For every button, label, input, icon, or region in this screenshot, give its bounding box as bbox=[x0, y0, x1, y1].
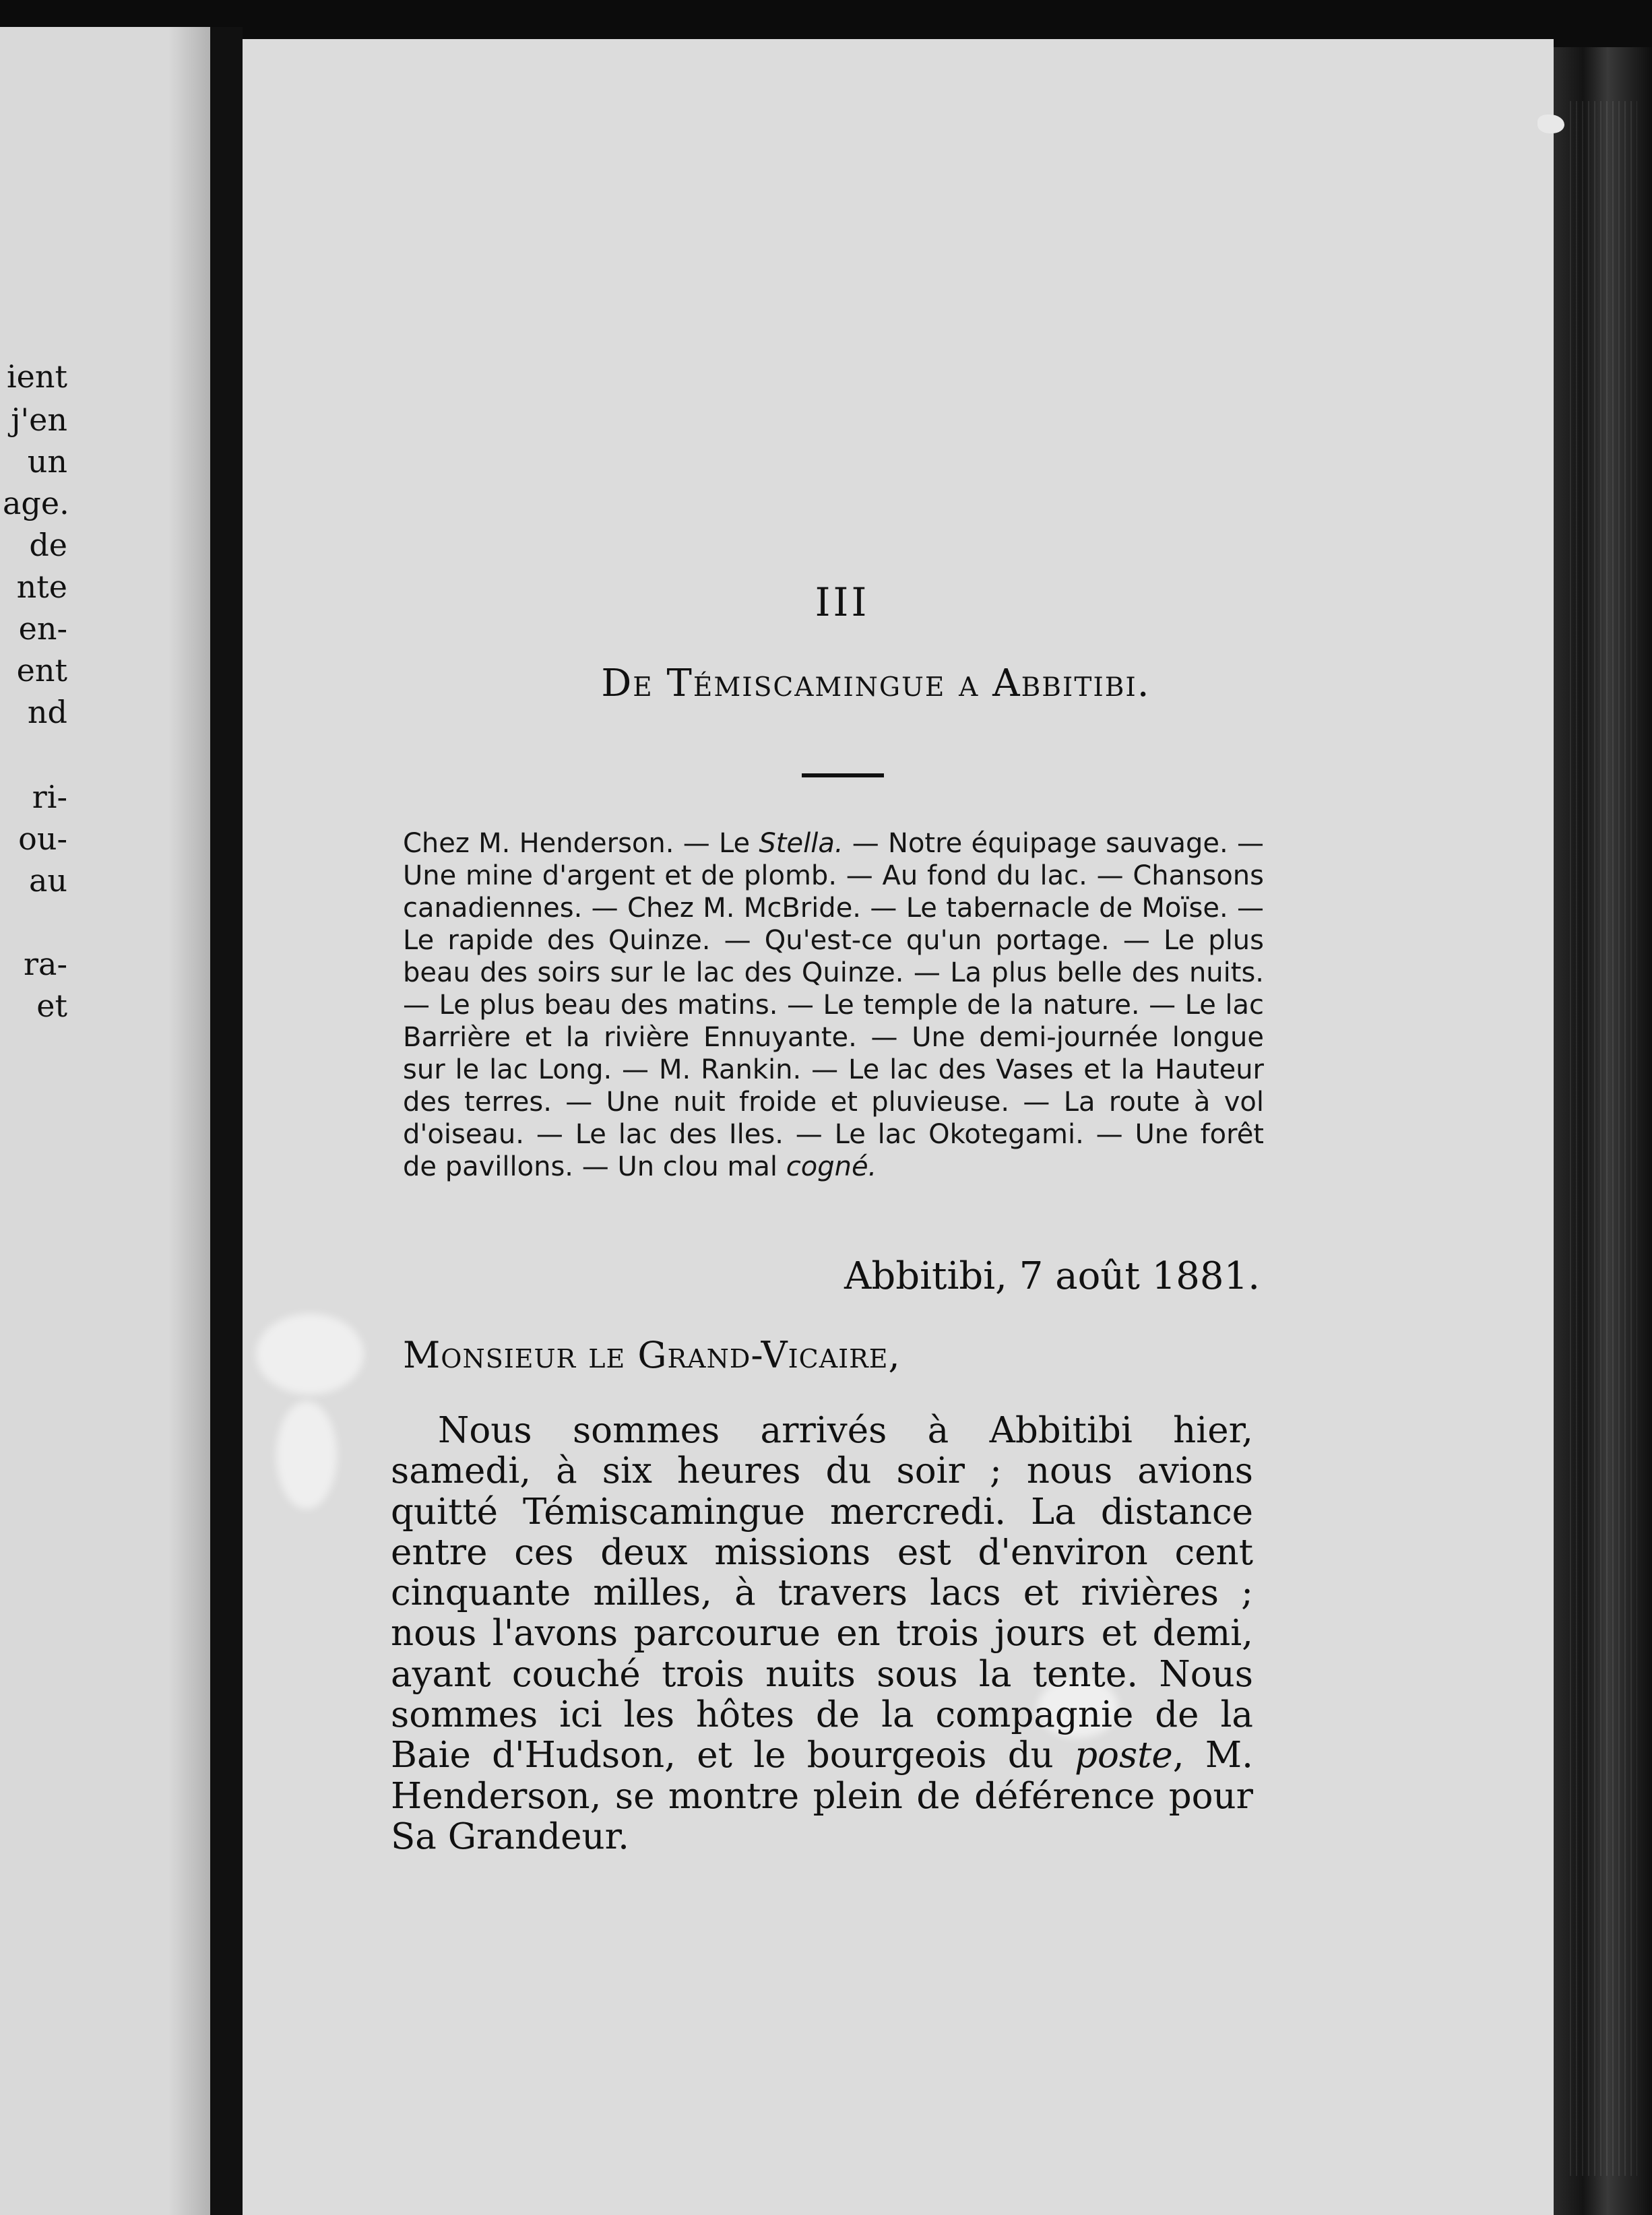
chapter-summary bbox=[403, 827, 1264, 1183]
chapter-number: III bbox=[815, 579, 870, 625]
left-fragment: ient bbox=[6, 358, 67, 395]
page-stack-lines bbox=[1570, 101, 1637, 2176]
previous-page-shadow bbox=[168, 27, 210, 2215]
left-fragment: j'en bbox=[11, 402, 67, 438]
left-fragment: en- bbox=[18, 610, 67, 647]
left-fragment: et bbox=[36, 988, 67, 1024]
chapter-title: De Témiscamingue a Abbitibi. bbox=[601, 662, 1151, 705]
left-fragment: ent bbox=[16, 652, 67, 688]
paper-stain bbox=[256, 1314, 364, 1394]
left-fragment: un bbox=[27, 443, 67, 480]
body-text: Nous sommes arrivés à Abbitibi hier, samedi, à six heures du soir ; nous avions quitté Témiscamingue mercredi. La distance entre ces deux missions est d'environ cent cinquante milles, à travers lacs et rivières ; nous l'avons parcourue en trois jours et demi, ayant couché trois nuits sous la tente. Nous sommes ici les hôtes de la compagnie de la Baie d'Hudson, et le bourgeois du bbox=[391, 1410, 1253, 1776]
summary-final-word: cogné. bbox=[786, 1151, 877, 1182]
title-rule bbox=[802, 773, 884, 777]
letter-dateline: Abbitibi, 7 août 1881. bbox=[844, 1254, 1260, 1298]
left-fragment: age. bbox=[3, 485, 69, 521]
paper-stain bbox=[276, 1401, 337, 1509]
summary-ship-name: Stella. bbox=[759, 828, 844, 859]
left-fragment: ou- bbox=[18, 821, 67, 857]
letter-salutation: Monsieur le Grand-Vicaire, bbox=[403, 1334, 901, 1376]
left-fragment: ri- bbox=[32, 779, 67, 815]
book-gutter bbox=[210, 27, 243, 2215]
paper-damage-mark bbox=[1537, 115, 1564, 133]
summary-text: — Notre équipage sauvage. — Une mine d'argent et de plomb. — Au fond du lac. — Chansons canadiennes. — Chez M. McBride. — Le tabernacle de Moïse. — Le rapide des Quinze. — Qu'est-ce qu'un portage. — Le plus beau des soirs sur le lac des Quinze. — La plus belle des nuits. — Le plus beau des matins. — Le temple de la nature. — Le lac Barrière et la rivière Ennuyante. — Une demi-journée longue sur le lac Long. — M. Rankin. — Le lac des Vases et la Hauteur des terres. — Une nuit froide et pluvieuse. — La route à vol d'oiseau. — Le lac des Iles. — Le lac Okotegami. — Une forêt de pavillons. — Un clou mal bbox=[403, 828, 1264, 1182]
left-fragment: nte bbox=[16, 569, 67, 605]
left-fragment: nd bbox=[27, 694, 67, 730]
letter-body-paragraph bbox=[391, 1411, 1253, 1857]
summary-text: Chez M. Henderson. — Le bbox=[403, 828, 759, 859]
left-fragment: de bbox=[29, 527, 67, 563]
body-italic-term: poste bbox=[1075, 1735, 1173, 1776]
body-text: , M. Henderson, se montre plein de déférence pour Sa Grandeur. bbox=[391, 1735, 1253, 1857]
left-fragment: ra- bbox=[24, 946, 67, 982]
left-fragment: au bbox=[28, 862, 67, 899]
